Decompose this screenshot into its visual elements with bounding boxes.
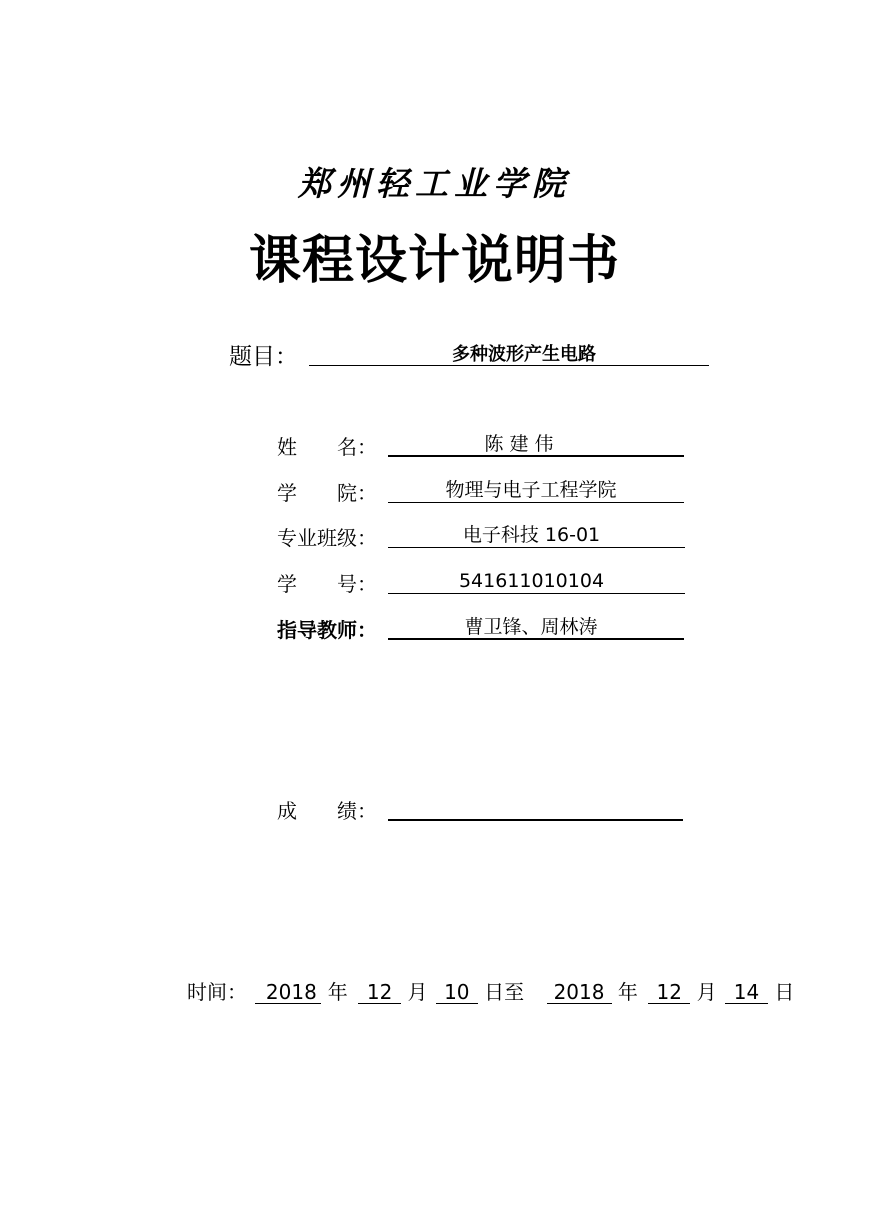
end-year-unit: 年 xyxy=(617,980,638,1004)
start-month-unit: 月 xyxy=(407,980,428,1004)
name-label: 姓 名： xyxy=(277,435,377,459)
document-title: 课程设计说明书 xyxy=(248,231,620,291)
start-year-unit: 年 xyxy=(327,980,348,1004)
time-row xyxy=(187,978,796,1006)
topic-value: 多种波形产生电路 xyxy=(309,344,709,366)
advisor-label: 指导教师： xyxy=(277,618,377,642)
time-label: 时间： xyxy=(187,980,247,1004)
end-day-unit: 日 xyxy=(774,980,795,1004)
class-label: 专业班级： xyxy=(277,526,377,550)
student-id-label: 学 号： xyxy=(277,572,377,596)
name-value: 陈 建 伟 xyxy=(388,431,684,457)
start-year: 2018 xyxy=(255,978,321,1004)
college-label: 学 院： xyxy=(277,481,377,505)
topic-label: 题目： xyxy=(229,344,298,370)
end-month: 12 xyxy=(648,978,690,1004)
start-month: 12 xyxy=(358,978,401,1004)
grade-label: 成 绩： xyxy=(277,799,377,823)
end-day: 14 xyxy=(725,978,768,1004)
advisor-value: 曹卫锋、周林涛 xyxy=(388,614,684,640)
end-month-unit: 月 xyxy=(696,980,717,1004)
class-value: 电子科技 16-01 xyxy=(388,522,685,548)
university-name: 郑州轻工业学院 xyxy=(298,164,571,203)
student-id-value: 541611010104 xyxy=(388,568,685,594)
end-year: 2018 xyxy=(547,978,612,1004)
grade-value xyxy=(388,795,683,821)
college-value: 物理与电子工程学院 xyxy=(388,477,684,503)
start-day-unit: 日至 xyxy=(484,980,525,1004)
start-day: 10 xyxy=(436,978,478,1004)
